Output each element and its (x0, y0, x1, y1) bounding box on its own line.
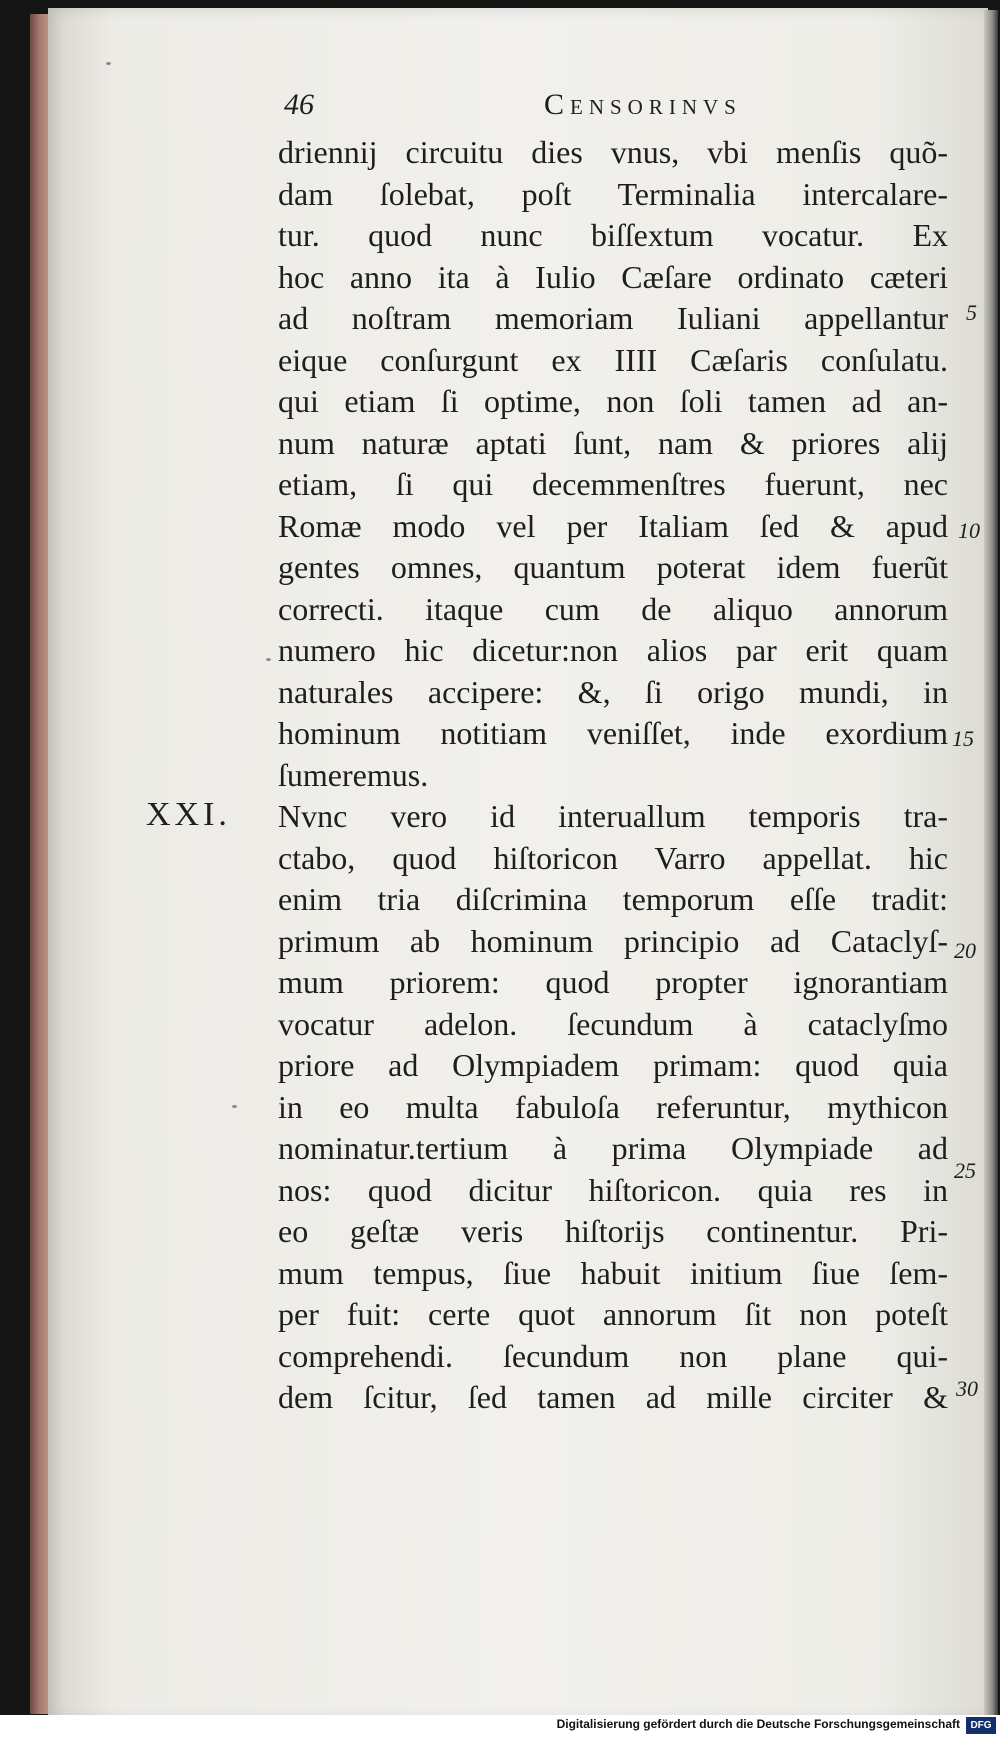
text-block (278, 132, 948, 1419)
text-line: ctabo, quod hiſtoricon Varro appellat. hic (278, 839, 948, 876)
margin-line-number: 5 (966, 300, 977, 325)
margin-line-number: 30 (956, 1376, 978, 1401)
text-line: correcti. itaque cum de aliquo annorum (278, 590, 948, 627)
text-line: Romæ modo vel per Italiam ſed & apud (278, 507, 948, 544)
text-line: nominatur.tertium à prima Olympiade ad (278, 1130, 948, 1166)
paper-speck (266, 658, 271, 661)
text-line: etiam, ſi qui decemmenſtres fuerunt, nec (278, 466, 948, 502)
running-head (284, 88, 814, 128)
text-line: vocatur adelon. ſecundum à cataclyſmo (278, 1005, 948, 1042)
text-line: hoc anno ita à Iulio Cæſare ordinato cæteri (278, 258, 948, 295)
text-line: dam ſolebat, poſt Terminalia intercalare- (278, 175, 948, 212)
paper-speck (232, 1105, 237, 1108)
text-line: priore ad Olympiadem primam: quod quia (278, 1047, 948, 1083)
text-line: eique conſurgunt ex IIII Cæſaris conſulatu. (278, 341, 948, 378)
text-line: tur. quod nunc biſſextum vocatur. Ex (278, 217, 948, 253)
text-line: hominum notitiam veniſſet, inde exordium (278, 715, 948, 751)
text-line: numero hic dicetur:non alios par erit quam (278, 632, 948, 668)
dfg-logo: DFG (966, 1717, 996, 1734)
text-line: mum tempus, ſiue habuit initium ſiue ſem- (278, 1254, 948, 1291)
paper-speck (106, 62, 111, 65)
text-line: naturales accipere: &, ſi origo mundi, in (278, 673, 948, 710)
text-line: ſumeremus. (278, 756, 429, 793)
running-title: Censorinvs (544, 88, 742, 121)
text-line: nos: quod dicitur hiſtoricon. quia res in (278, 1171, 948, 1208)
digitization-footer (0, 1715, 1000, 1737)
book-gutter-right (984, 10, 998, 1718)
text-line: comprehendi. ſecundum non plane qui- (278, 1337, 948, 1374)
margin-line-number: 10 (958, 518, 980, 543)
text-line: ad noſtram memoriam Iuliani appellantur (278, 300, 948, 336)
margin-line-number: 25 (954, 1158, 976, 1183)
text-line: primum ab hominum principio ad Cataclyſ- (278, 922, 948, 959)
text-line: eo geſtæ veris hiſtorijs continentur. Pri- (278, 1213, 948, 1249)
page-number: 46 (284, 88, 314, 121)
margin-line-number: 15 (952, 726, 974, 751)
margin-line-number: 20 (954, 938, 976, 963)
text-line: per fuit: certe quot annorum ſit non poteſt (278, 1296, 948, 1332)
text-line: driennij circuitu dies vnus, vbi menſis quõ- (278, 134, 948, 170)
footer-credit: Digitalisierung gefördert durch die Deutsche Forschungsgemeinschaft (556, 1717, 960, 1731)
text-line: dem ſcitur, ſed tamen ad mille circiter & (278, 1379, 948, 1415)
text-line: qui etiam ſi optime, non ſoli tamen ad an- (278, 383, 948, 419)
text-line: in eo multa fabuloſa referuntur, mythicon (278, 1088, 948, 1125)
text-line: mum priorem: quod propter ignorantiam (278, 964, 948, 1000)
text-line: gentes omnes, quantum poterat idem fuerũt (278, 549, 948, 585)
text-line: enim tria diſcrimina temporum eſſe tradit: (278, 881, 948, 917)
text-line: num naturæ aptati ſunt, nam & priores alij (278, 424, 948, 461)
chapter-number: XXI. (146, 796, 231, 833)
text-line: Nvnc vero id interuallum temporis tra- (278, 798, 948, 834)
